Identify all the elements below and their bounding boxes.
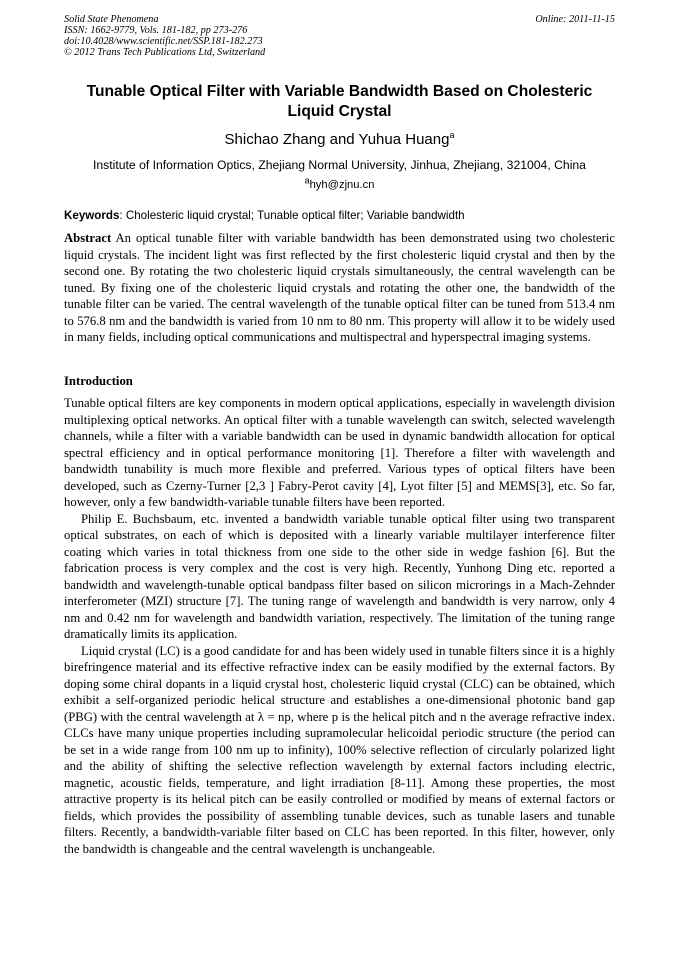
abstract — [64, 230, 615, 346]
online-date: Online: 2011-11-15 — [535, 14, 615, 25]
journal-header — [64, 14, 615, 58]
email-address: hyh@zjnu.cn — [309, 179, 375, 191]
author-line — [64, 131, 615, 149]
keywords — [64, 208, 615, 223]
copyright-line: © 2012 Trans Tech Publications Ltd, Switzerland — [64, 47, 266, 58]
issn-line: ISSN: 1662-9779, Vols. 181-182, pp 273-276 — [64, 25, 248, 36]
intro-paragraph: Philip E. Buchsbaum, etc. invented a bandwidth variable tunable optical filter using two transparent optical substrates, on each of which is deposited with a linearly variable multilayer interference filter coating which varies in total thickness from one side to the other side in wedge fashion [6]. But the fabrication process is very complex and the cost is very high. Recently, Yunhong Ding etc. reported a bandwidth and wavelength-tunable optical bandpass filter based on silicon microrings in a Mach-Zehnder interferometer (MZI) structure [7]. The tuning range of wavelength and bandwidth is very narrow, only 4 nm and 0.42 nm for wavelength and bandwidth variation, respectively. The limitation of the tuning range dramatically limits its application. — [64, 511, 615, 641]
email-superscript: a — [304, 175, 310, 186]
abstract-label: Abstract — [64, 231, 112, 245]
author-names: Shichao Zhang and Yuhua Huang — [224, 131, 450, 148]
journal-name: Solid State Phenomena — [64, 14, 159, 25]
intro-paragraph: Liquid crystal (LC) is a good candidate for and has been widely used in tunable filters since it is a highly birefringence material and its effective refractive index can be easily modified by the external factors. By doping some chiral dopants in a liquid crystal host, cholesteric liquid crystal (CLC) can be obtained, which exhibit a self-organized periodic helical structure and establishes a one-dimensional photonic band gap (PBG) with the central wavelength at λ = np, where p is the helical pitch and n the average refractive index. CLCs have many unique properties including supramolecular helicoidal periodic structure (the period can be set in a wide range from 100 nm up to infinity), 100% selective reflection of circularly polarized light and the ability of shifting the selective reflection wavelength by external factors including electric, magnetic, acoustic fields, temperature, and light irradiation [8-11]. Among these properties, the most attractive property is its helical pitch can be easily controlled or modified by means of external factors or fields, which provides the possibility of assembling tunable devices, such as tunable lasers and tunable filters. Recently, a bandwidth-variable filter based on CLC has been reported. In this filter, however, only the bandwidth is changeable and the central wavelength is unchangeable. — [64, 643, 615, 856]
email-line — [64, 175, 615, 192]
intro-paragraph: Tunable optical filters are key components in modern optical applications, especially in wavelength division multiplexing optical networks. An optical filter with a tunable wavelength can switch, selected wavelength channels, while a filter with a variable bandwidth can be used in dynamic bandwidth allocation for optical spectral efficiency and in optical performance monitoring [1]. Therefore a filter with wavelength and bandwidth tunability is much more flexible and preferred. Various types of optical filters have been developed, such as Czerny-Turner [2,3 ] Fabry-Perot cavity [4], Lyot filter [5] and MEMS[3], etc. So far, however, only a few bandwidth-variable tunable filters have been reported. — [64, 396, 615, 509]
affiliation: Institute of Information Optics, Zhejiang Normal University, Jinhua, Zhejiang, 321004, China — [93, 158, 586, 172]
paper-title: Tunable Optical Filter with Variable Bandwidth Based on Cholesteric Liquid Crystal — [86, 83, 593, 120]
abstract-text: An optical tunable filter with variable bandwidth has been demonstrated using two cholesteric liquid crystals. The incident light was first reflected by the first cholesteric liquid crystal and then by the second one. By rotating the two cholesteric liquid crystals simultaneously, the central wavelength can be tuned. By fixing one of the cholesteric liquid crystals and rotating the other one, the bandwidth of the tunable filter can be varied. The central wavelength of the tunable optical filter can be tuned from 513.4 nm to 576.8 nm and the bandwidth is varied from 10 nm to 80 nm. This property will allow it to be widely used in many fields, including optical communications and multispectral and hyperspectral imaging systems. — [64, 231, 615, 344]
introduction-body — [64, 395, 615, 857]
doi-line: doi:10.4028/www.scientific.net/SSP.181-182.273 — [64, 36, 263, 47]
introduction-heading: Introduction — [64, 374, 133, 388]
keywords-label: Keywords — [64, 209, 120, 222]
keywords-text: : Cholesteric liquid crystal; Tunable optical filter; Variable bandwidth — [119, 209, 465, 222]
author-superscript: a — [449, 130, 455, 140]
